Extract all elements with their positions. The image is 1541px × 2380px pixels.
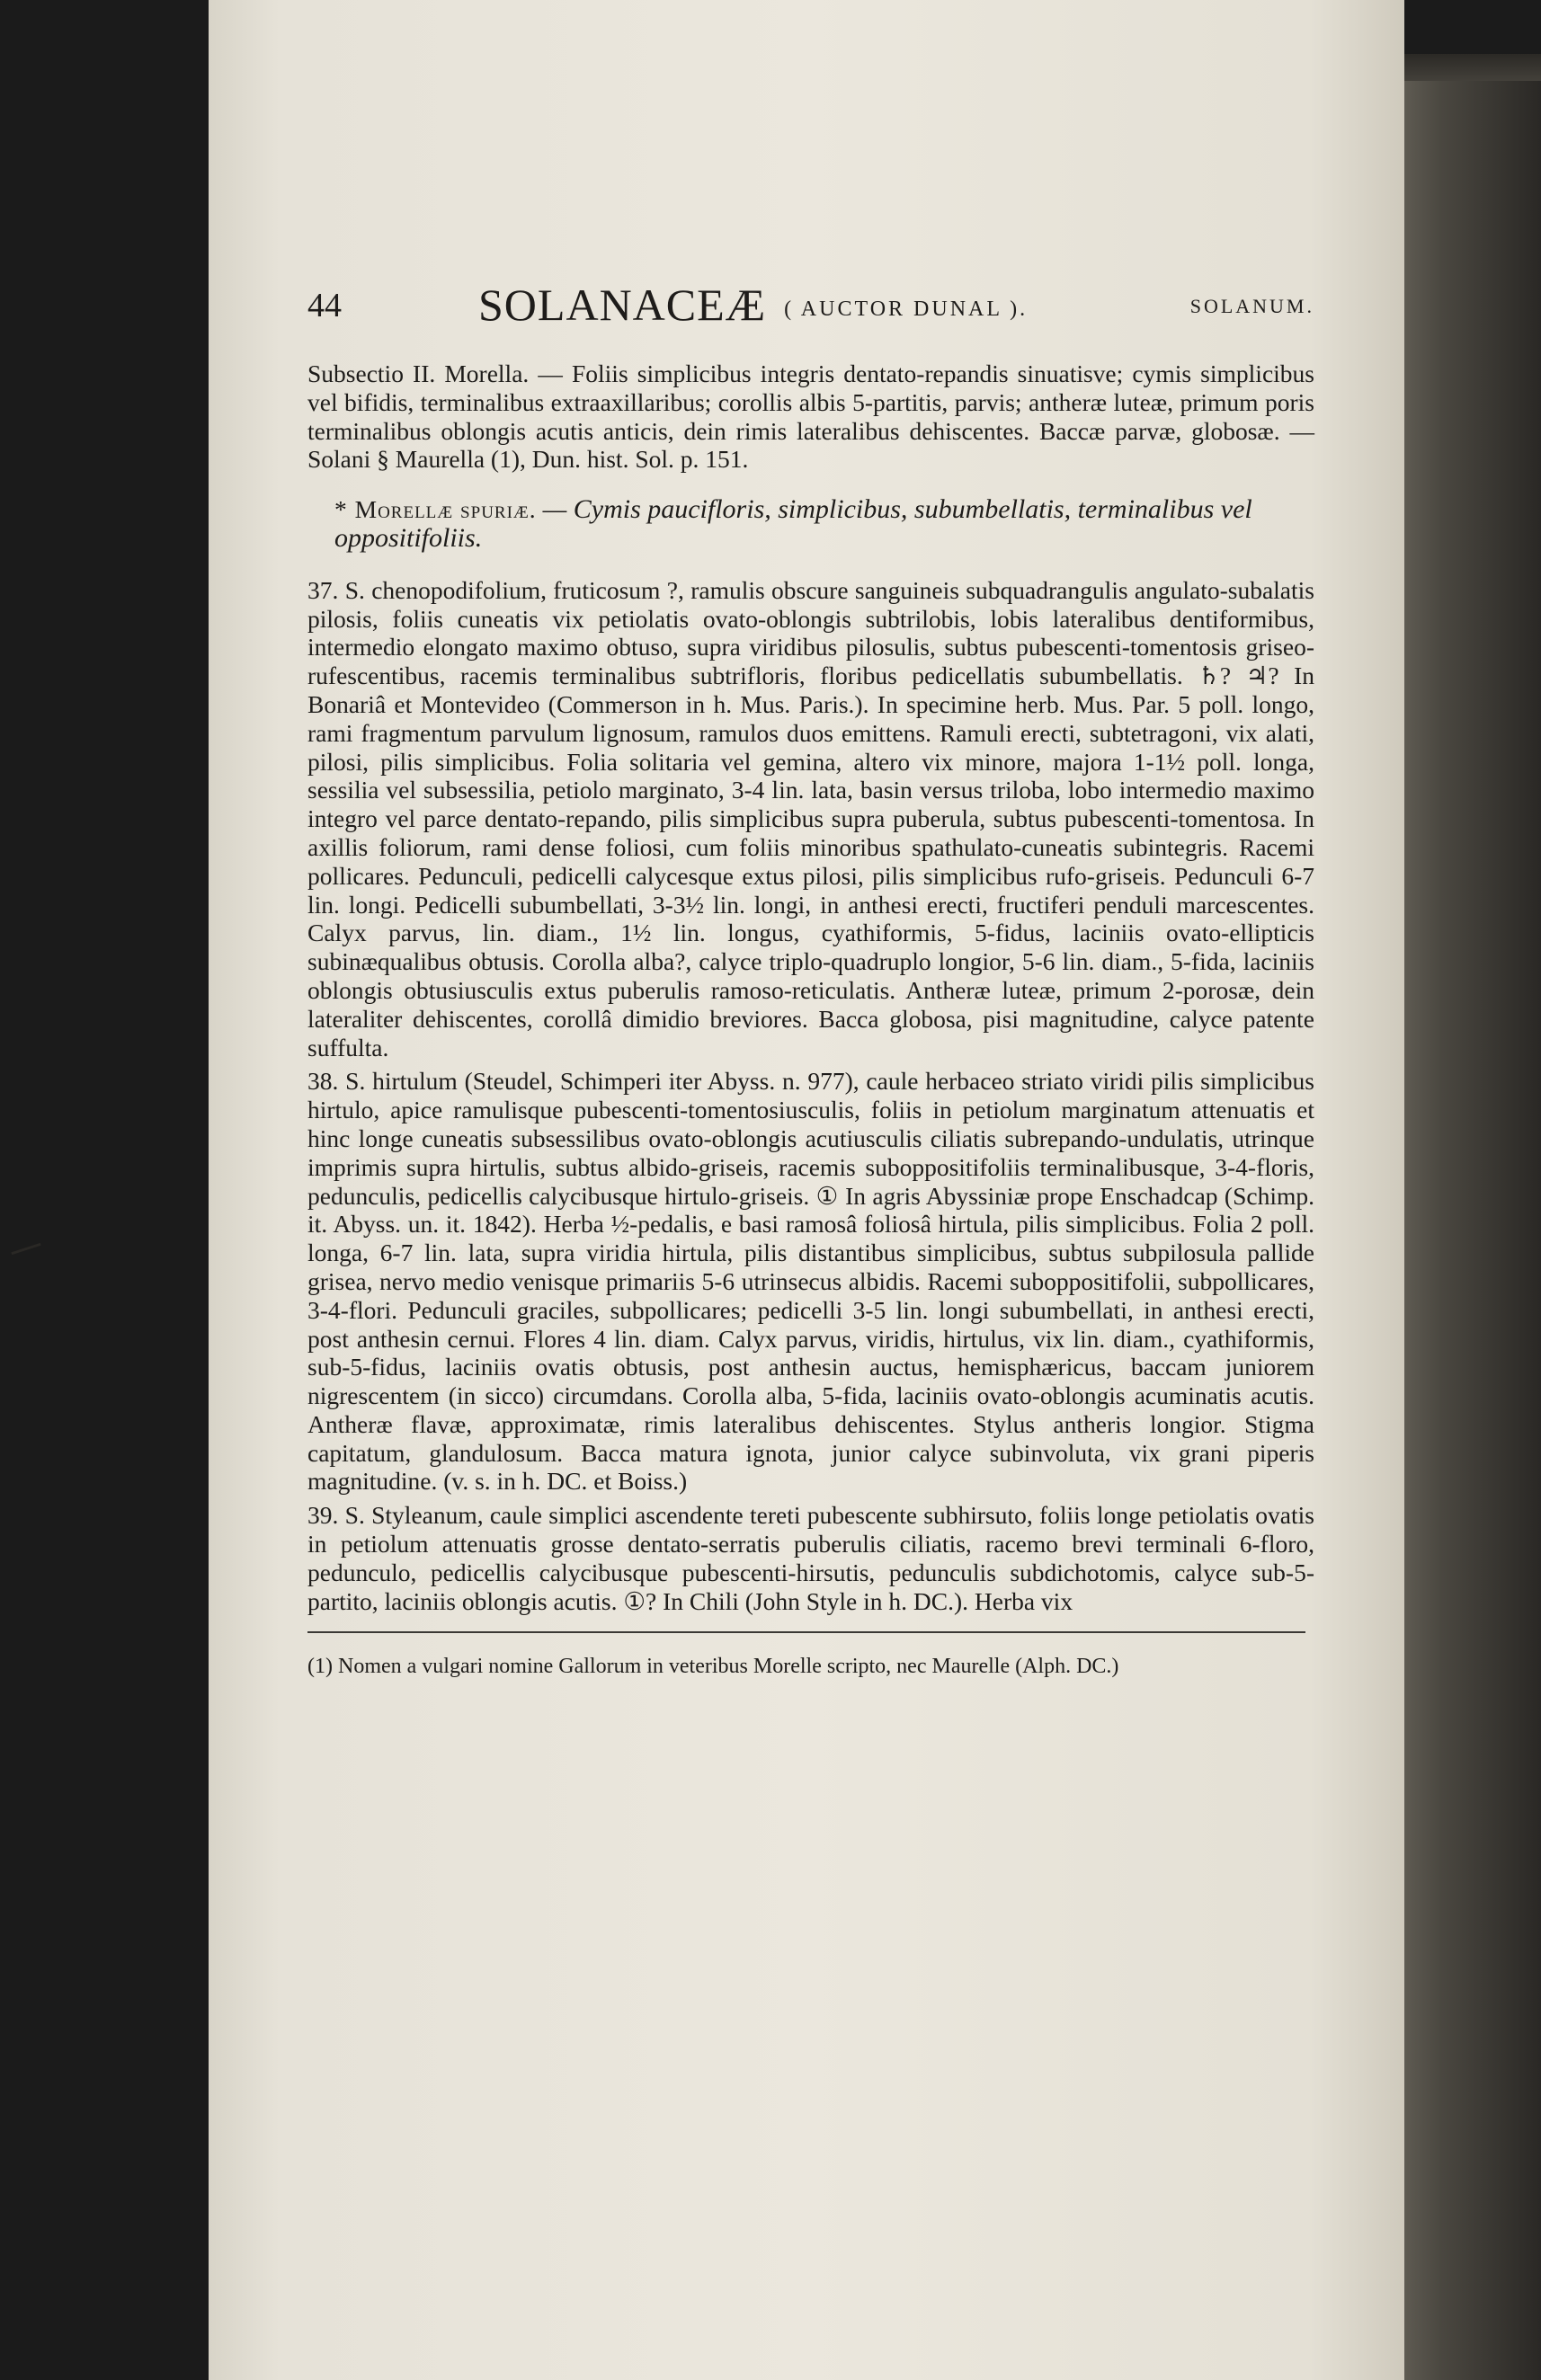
author-note: ( AUCTOR DUNAL ). [784, 298, 1029, 322]
subsection-paragraph: Subsectio II. Morella. — Foliis simplicibus integris dentato-repandis sinuatisve; cymis simplicibus vel bifidis, terminalibus extraaxillaribus; corollis albis 5-partitis, parvis; antheræ luteæ, primum poris terminalibus oblongis acutis anticis, dein rimis lateralibus dehiscentes. Baccæ parvæ, globosæ. — Solani § Maurella (1), Dun. hist. Sol. p. 151. [307, 360, 1314, 474]
running-head [307, 279, 1314, 342]
species-entry-38: 38. S. hirtulum (Steudel, Schimperi iter Abyss. n. 977), caule herbaceo striato viridi pilis simplicibus hirtulo, apice ramulisque pubescenti-tomentosiusculis, foliis in petiolum marginatum attenuatis et hinc longe cuneatis subsessilibus ovato-oblongis acutiusculis ciliatis subrepando-undulatis, utrinque imprimis supra hirtulis, subtus albido-griseis, racemis suboppositifoliis terminalibusque, 3-4-floris, pedunculis, pedicellis calycibusque hirtulo-griseis. ① In agris Abyssiniæ prope Enschadcap (Schimp. it. Abyss. un. it. 1842). Herba ½-pedalis, e basi ramosâ foliosâ hirtula, pilis simplicibus. Folia 2 poll. longa, 6-7 lin. lata, supra viridia hirtula, pilis distantibus simplicibus, subtus subpilosula pallide grisea, nervo medio venisque primariis 5-6 utrinsecus albidis. Racemi suboppositifolii, subpollicares, 3-4-flori. Pedunculi graciles, subpollicares; pedicelli 3-5 lin. longi subumbellati, in anthesi erecti, post anthesin cernui. Flores 4 lin. diam. Calyx parvus, viridis, hirtulus, vix lin. diam., cyathiformis, sub-5-fidus, laciniis ovatis obtusis, post anthesin auctus, hemisphæricus, baccam juniorem nigrescentem (in sicco) circumdans. Corolla alba, 5-fida, laciniis ovato-oblongis acuminatis acutis. Antheræ flavæ, approximatæ, rimis lateralibus dehiscentes. Stylus antheris longior. Stigma capitatum, glandulosum. Bacca matura ignota, junior calyce subinvoluta, vix grani piperis magnitudine. (v. s. in h. DC. et Boiss.) [307, 1067, 1314, 1496]
species-entry-37: 37. S. chenopodifolium, fruticosum ?, ramulis obscure sanguineis subquadrangulis angulato-subalatis pilosis, foliis cuneatis vix petiolatis ovato-oblongis subtrilobis, lobis lateralibus dentiformibus, intermedio elongato maximo obtuso, supra viridibus pilosulis, subtus pubescenti-tomentosis griseo-rufescentibus, racemis terminalibus subtrifloris, floribus pedicellatis subumbellatis. ♄? ♃? In Bonariâ et Montevideo (Commerson in h. Mus. Paris.). In specimine herb. Mus. Par. 5 poll. longo, rami fragmentum parvulum lignosum, ramulos duos emittens. Ramuli erecti, subtetragoni, vix alati, pilosi, pilis simplicibus. Folia solitaria vel gemina, altero vix minore, majora 1-1½ poll. longa, sessilia vel subsessilia, petiolo marginato, 3-4 lin. lata, basin versus triloba, lobo intermedio maximo integro vel parce dentato-repando, pilis simplicibus supra puberula, subtus pubescenti-tomentosa. In axillis foliorum, rami dense foliosi, cum foliis minoribus spathulato-cuneatis subintegris. Racemi pollicares. Pedunculi, pedicelli calycesque extus pilosi, pilis simplicibus rufo-griseis. Pedunculi 6-7 lin. longi. Pedicelli subumbellati, 3-3½ lin. longi, in anthesi erecti, fructiferi penduli marcescentes. Calyx parvus, lin. diam., 1½ lin. longus, cyathiformis, 5-fidus, laciniis ovato-ellipticis subinæqualibus obtusis. Corolla alba?, calyce triplo-quadruplo longior, 5-6 lin. diam., 5-fida, laciniis oblongis obtusiusculis extus puberulis ramoso-reticulatis. Antheræ luteæ, primum 2-porosæ, dein lateraliter dehiscentes, corollâ dimidio breviores. Bacca globosa, pisi magnitudine, calyce patente suffulta. [307, 575, 1314, 1061]
footnote: (1) Nomen a vulgari nomine Gallorum in veteribus Morelle scripto, nec Maurelle (Alph. DC.) [307, 1655, 1119, 1679]
footnote-rule [307, 1631, 1305, 1633]
page-content [307, 279, 1314, 1680]
group-name: * Morellæ spuriæ. [334, 495, 537, 524]
pen-mark [11, 1243, 40, 1255]
page-number: 44 [307, 287, 342, 324]
family-name: SOLANACEÆ [478, 280, 767, 330]
genus-header: SOLANUM. [1189, 295, 1314, 317]
species-entry-39: 39. S. Styleanum, caule simplici ascendente tereti pubescente subhirsuto, foliis longe petiolatis ovatis in petiolum attenuatis grosse dentato-serratis puberulis ciliatis, racemo brevi terminali 6-floro, pedunculo, pedicellis calycibusque pubescenti-hirsutis, pedunculis subdichotomis, calyce sub-5-partito, laciniis oblongis acutis. ①? In Chili (John Style in h. DC.). Herba vix [307, 1501, 1314, 1615]
group-heading [307, 495, 1314, 553]
book-page [209, 0, 1404, 2380]
page-title [478, 279, 1028, 331]
group-description: — Cymis paucifloris, simplicibus, subumbellatis, terminalibus vel oppositifoliis. [334, 494, 1252, 553]
